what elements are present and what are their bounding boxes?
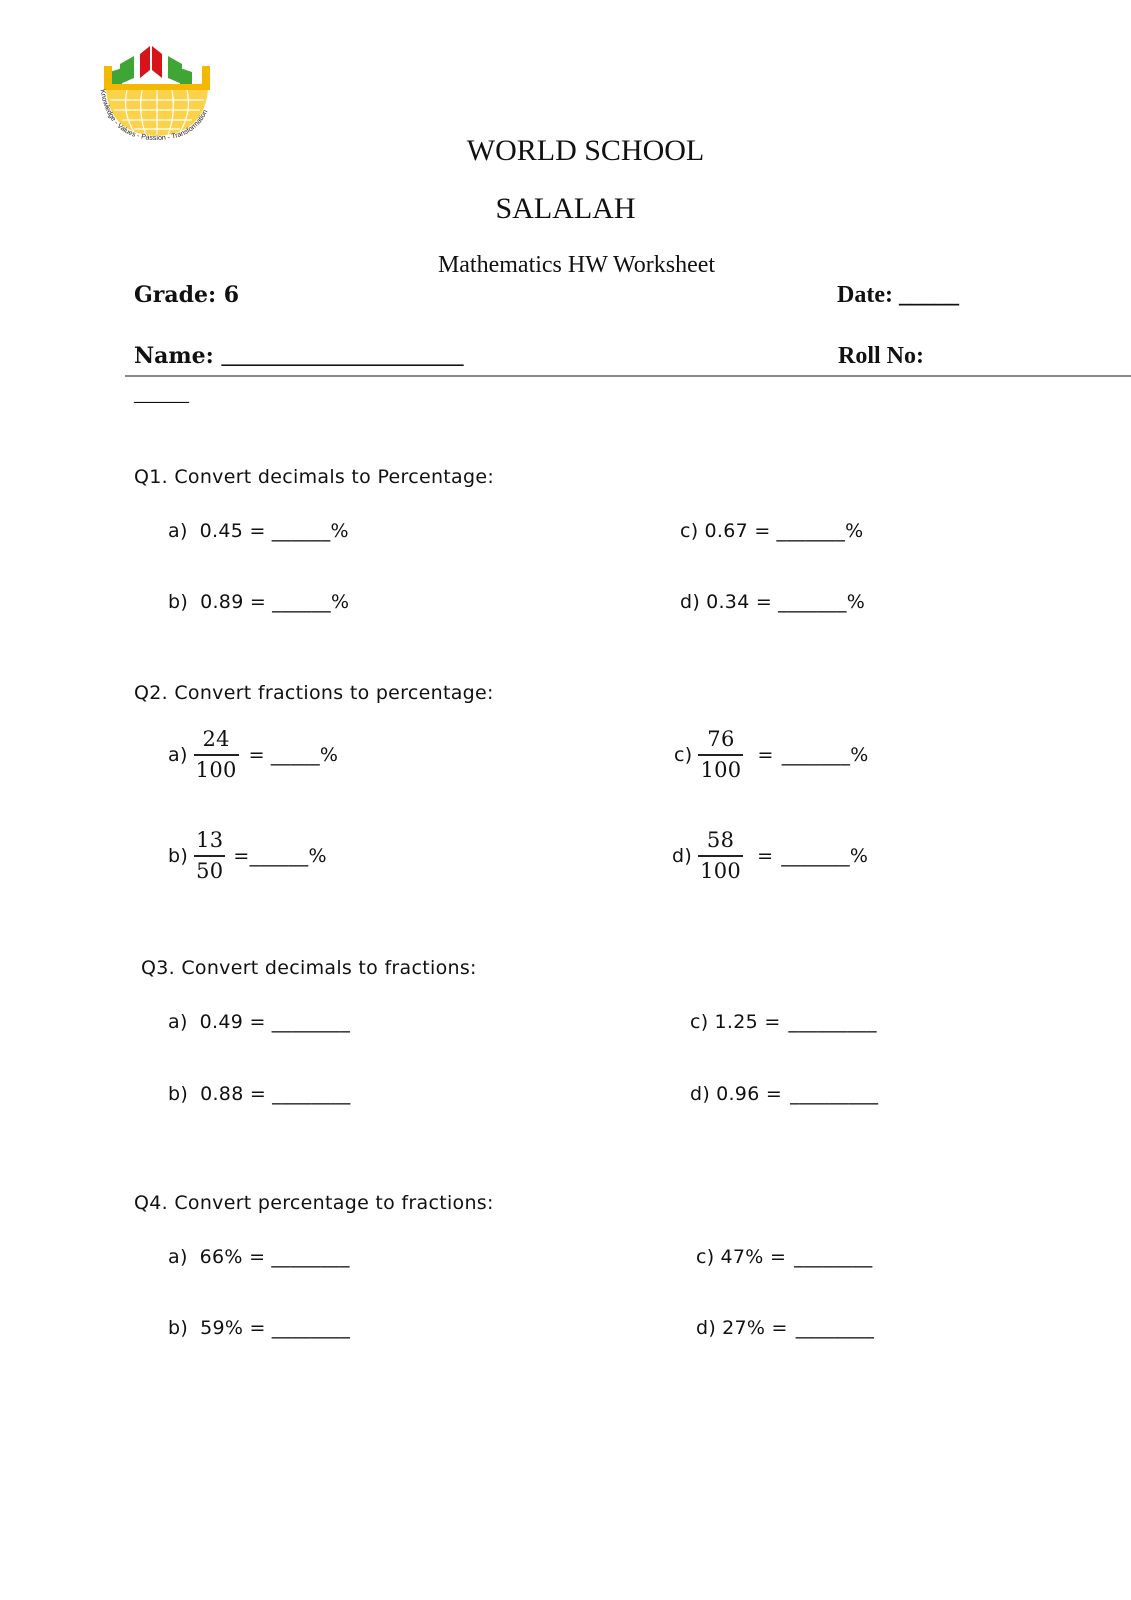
denominator: 100: [698, 855, 743, 883]
item-expression: 0.96 =: [716, 1083, 783, 1105]
percent-sign: %: [846, 591, 866, 613]
answer-blank[interactable]: _______: [781, 744, 851, 767]
item-label: c): [690, 1011, 709, 1033]
q2-item-b: [168, 829, 327, 883]
q3-item-c: [690, 1011, 877, 1033]
answer-blank[interactable]: _________: [790, 1083, 879, 1105]
item-expression: 0.89 =: [200, 591, 267, 613]
q1-item-a: [168, 520, 349, 542]
percent-sign: %: [319, 744, 339, 767]
header-divider: [125, 375, 1131, 377]
percent-sign: %: [850, 744, 869, 767]
item-label: b): [168, 1317, 189, 1339]
svg-text:Knowledge - Values - Passion -: Knowledge - Values - Passion - Transformation: [98, 88, 210, 142]
name-field[interactable]: ______________________: [221, 343, 464, 368]
item-label: d): [696, 1317, 717, 1339]
item-expression: 0.34 =: [706, 591, 773, 613]
q4-item-d: [696, 1317, 874, 1339]
question-4-title: Q4. Convert percentage to fractions:: [134, 1192, 494, 1214]
item-label: a): [168, 1011, 188, 1033]
item-label: b): [168, 1083, 189, 1105]
school-logo: [92, 42, 222, 142]
answer-blank[interactable]: _______: [776, 520, 846, 542]
question-1-title: Q1. Convert decimals to Percentage:: [134, 466, 495, 488]
grade-label: Grade: 6: [134, 282, 240, 308]
percent-sign: %: [845, 520, 864, 542]
school-name-line1: WORLD SCHOOL: [466, 134, 705, 167]
numerator: 58: [706, 828, 735, 852]
item-expression: 0.88 =: [200, 1083, 267, 1105]
numerator: 76: [707, 727, 735, 751]
roll-no-field[interactable]: _____: [134, 380, 189, 405]
denominator: 100: [194, 754, 239, 782]
item-label: d): [690, 1083, 711, 1105]
question-3-title: Q3. Convert decimals to fractions:: [141, 957, 477, 979]
q2-item-d: [672, 829, 868, 883]
fraction: [194, 728, 239, 782]
answer-blank[interactable]: ______: [272, 591, 331, 613]
date-field[interactable]: Date: _____: [837, 282, 959, 308]
answer-blank[interactable]: _________: [788, 1011, 877, 1033]
fraction: [698, 728, 743, 782]
denominator: 50: [194, 855, 225, 883]
answer-blank[interactable]: _____: [270, 744, 320, 767]
percent-sign: %: [330, 591, 350, 613]
answer-blank[interactable]: _______: [781, 845, 850, 868]
roll-no-label: Roll No:: [838, 343, 924, 369]
answer-blank[interactable]: ________: [271, 1246, 350, 1268]
fraction: [698, 829, 743, 883]
item-expression: 1.25 =: [714, 1011, 781, 1033]
answer-blank[interactable]: ________: [271, 1317, 351, 1339]
q1-item-c: [680, 520, 864, 542]
numerator: 13: [196, 828, 224, 852]
answer-blank[interactable]: ________: [795, 1317, 875, 1339]
q2-item-a: [168, 728, 338, 782]
school-name-line2: SALALAH: [495, 192, 636, 225]
name-label: [134, 343, 463, 369]
item-label: d): [680, 591, 701, 613]
item-label: c): [674, 744, 693, 767]
q3-item-d: [690, 1083, 878, 1105]
item-expression: 47% =: [720, 1246, 787, 1268]
numerator: 24: [202, 727, 230, 751]
answer-blank[interactable]: ________: [794, 1246, 873, 1268]
item-label: a): [168, 520, 188, 542]
item-label: d): [672, 845, 693, 868]
worksheet-title: Mathematics HW Worksheet: [437, 252, 716, 278]
item-expression: 59% =: [200, 1317, 266, 1339]
item-expression: 0.67 =: [704, 520, 771, 542]
q1-item-b: [168, 591, 349, 613]
item-expression: 0.49 =: [199, 1011, 266, 1033]
q4-item-b: [168, 1317, 350, 1339]
item-expression: 27% =: [722, 1317, 788, 1339]
name-label-text: Name:: [134, 343, 214, 369]
percent-sign: %: [330, 520, 349, 542]
answer-blank[interactable]: ________: [272, 1083, 351, 1105]
q3-item-a: [168, 1011, 350, 1033]
q4-item-a: [168, 1246, 350, 1268]
item-label: a): [168, 1246, 188, 1268]
equals-sign: =: [757, 744, 774, 767]
question-2-title: Q2. Convert fractions to percentage:: [134, 682, 494, 704]
school-logo-icon: [92, 42, 222, 142]
item-label: b): [168, 845, 189, 868]
item-expression: 0.45 =: [199, 520, 266, 542]
equals-sign: =: [248, 744, 265, 767]
percent-sign: %: [308, 845, 327, 868]
denominator: 100: [698, 754, 743, 782]
item-label: c): [696, 1246, 715, 1268]
answer-blank[interactable]: ______: [249, 845, 309, 868]
answer-blank[interactable]: _______: [778, 591, 847, 613]
item-label: b): [168, 591, 189, 613]
q2-item-c: [674, 728, 869, 782]
q4-item-c: [696, 1246, 873, 1268]
answer-blank[interactable]: ______: [271, 520, 331, 542]
q1-item-d: [680, 591, 865, 613]
answer-blank[interactable]: ________: [271, 1011, 351, 1033]
q3-item-b: [168, 1083, 351, 1105]
percent-sign: %: [849, 845, 869, 868]
item-label: c): [680, 520, 699, 542]
equals-sign: =: [757, 845, 774, 868]
fraction: [194, 829, 225, 883]
equals-sign: =: [233, 845, 250, 868]
item-label: a): [168, 744, 188, 767]
item-expression: 66% =: [199, 1246, 266, 1268]
